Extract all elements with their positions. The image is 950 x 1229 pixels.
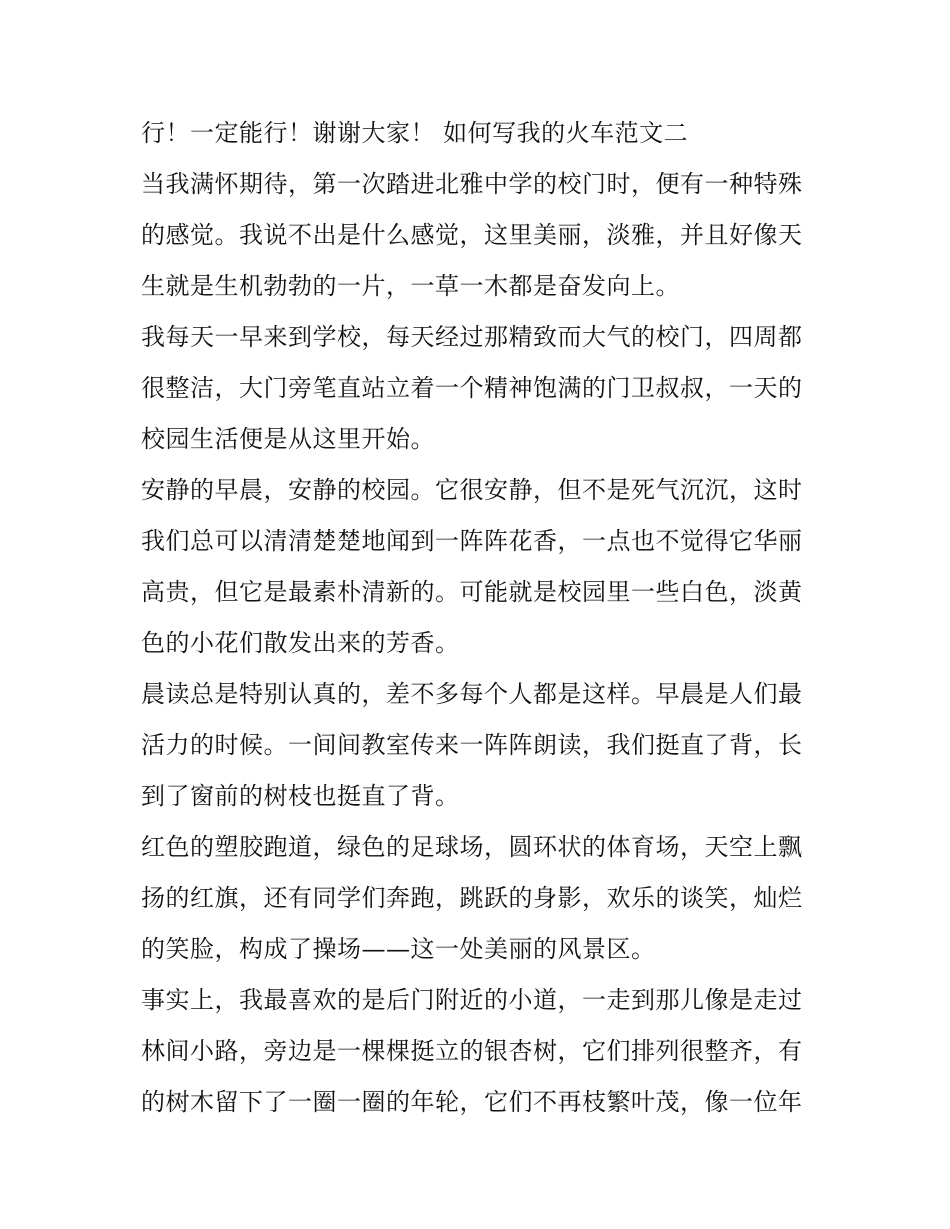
text-line-19: 林间小路，旁边是一棵棵挺立的银杏树，它们排列很整齐，有 [141, 1037, 803, 1065]
essay-text [141, 108, 821, 1128]
text-line-6: 很整洁，大门旁笔直站立着一个精神饱满的门卫叔叔，一天的 [141, 374, 803, 402]
text-line-13: 活力的时候。一间间教室传来一阵阵朗读，我们挺直了背，长 [141, 731, 803, 759]
text-line-14: 到了窗前的树枝也挺直了背。 [141, 782, 460, 810]
text-line-12: 晨读总是特别认真的，差不多每个人都是这样。早晨是人们最 [141, 680, 803, 708]
text-line-17: 的笑脸，构成了操场——这一处美丽的风景区。 [141, 935, 656, 963]
text-line-7: 校园生活便是从这里开始。 [141, 425, 435, 453]
text-line-16: 扬的红旗，还有同学们奔跑，跳跃的身影，欢乐的谈笑，灿烂 [141, 884, 803, 912]
text-line-20: 的树木留下了一圈一圈的年轮，它们不再枝繁叶茂，像一位年 [141, 1088, 803, 1116]
text-line-2: 当我满怀期待，第一次踏进北雅中学的校门时，便有一种特殊 [141, 170, 803, 198]
text-line-3: 的感觉。我说不出是什么感觉，这里美丽，淡雅，并且好像天 [141, 221, 803, 249]
text-line-4: 生就是生机勃勃的一片，一草一木都是奋发向上。 [141, 272, 680, 300]
text-line-18: 事实上，我最喜欢的是后门附近的小道，一走到那儿像是走过 [141, 986, 803, 1014]
text-line-11: 色的小花们散发出来的芳香。 [141, 629, 460, 657]
text-line-8: 安静的早晨，安静的校园。它很安静，但不是死气沉沉，这时 [141, 476, 803, 504]
text-line-10: 高贵，但它是最素朴清新的。可能就是校园里一些白色，淡黄 [141, 578, 803, 606]
text-line-1: 行！一定能行！谢谢大家！ 如何写我的火车范文二 [141, 119, 689, 147]
text-line-5: 我每天一早来到学校，每天经过那精致而大气的校门，四周都 [141, 323, 803, 351]
text-line-15: 红色的塑胶跑道，绿色的足球场，圆环状的体育场，天空上飘 [141, 833, 803, 861]
text-line-9: 我们总可以清清楚楚地闻到一阵阵花香，一点也不觉得它华丽 [141, 527, 803, 555]
